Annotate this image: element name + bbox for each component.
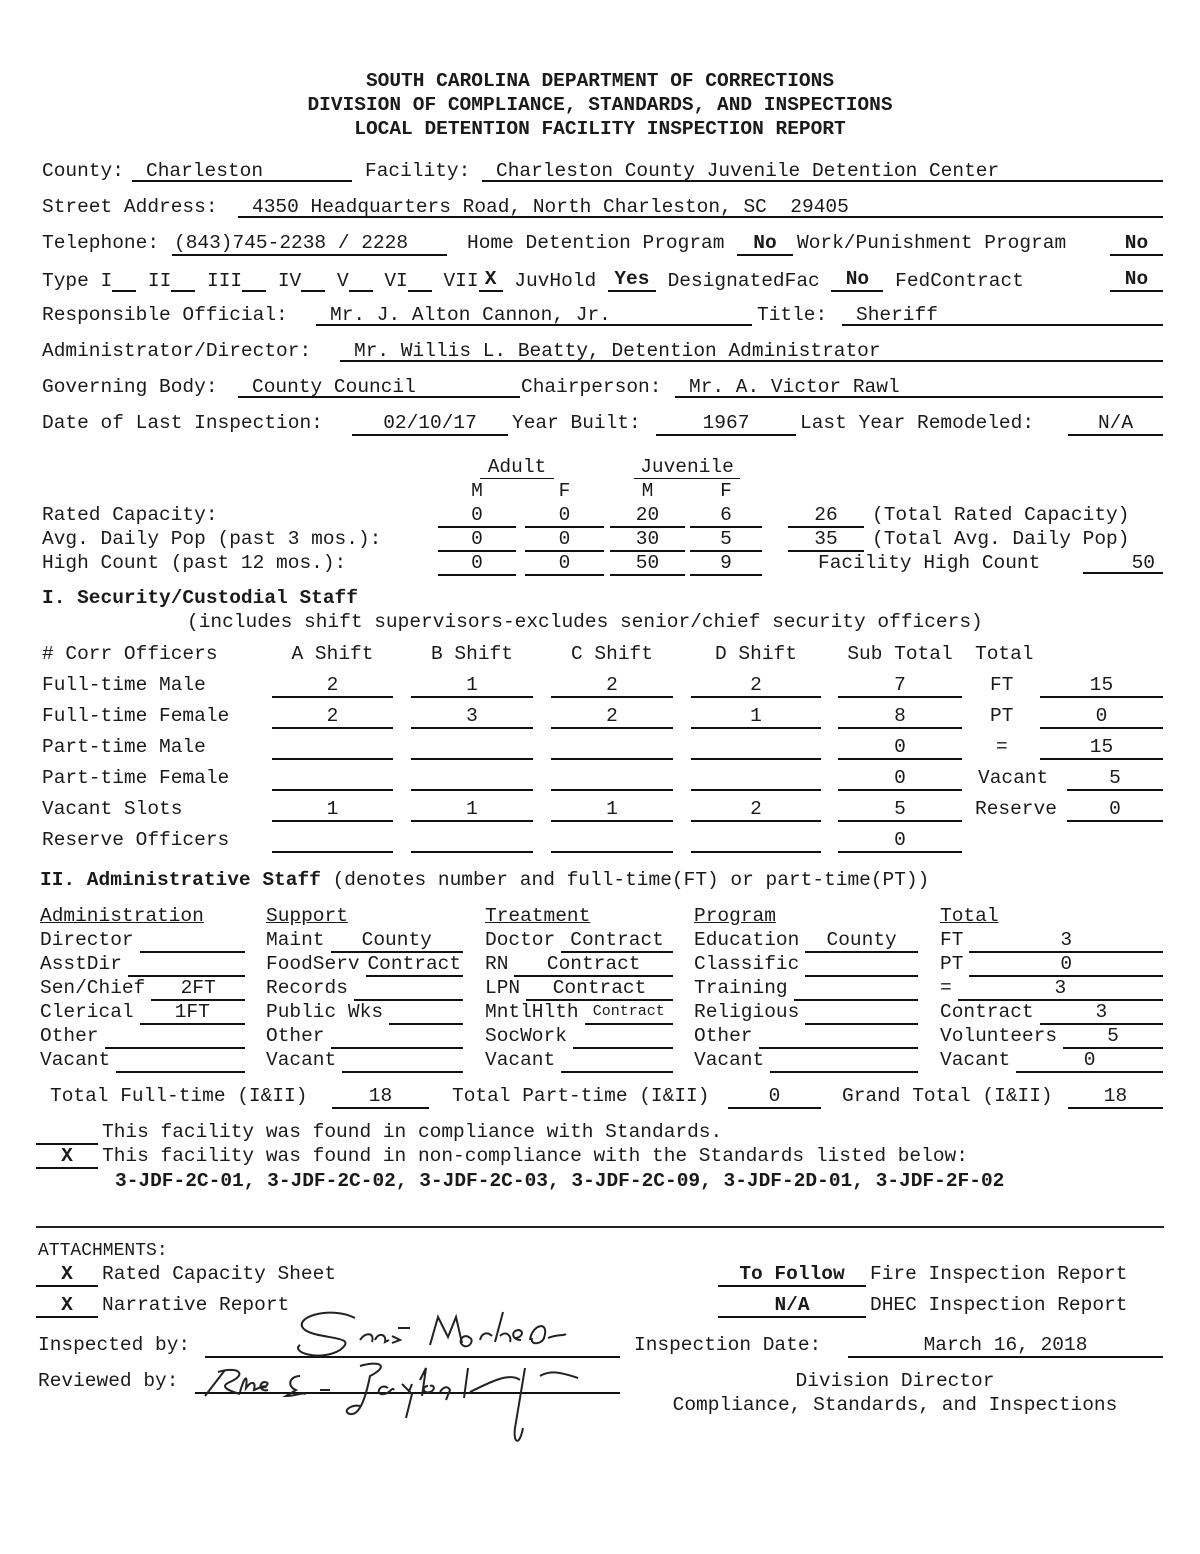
- adult-male-header: M: [471, 480, 483, 502]
- rated-capacity-sheet-label: Rated Capacity Sheet: [102, 1263, 337, 1285]
- adp-juv-m: 30: [610, 528, 685, 552]
- admin-item-label: Classific: [694, 953, 800, 975]
- staff-row-label: Full-time Male: [42, 674, 206, 696]
- fedcontract-value: No: [1110, 268, 1163, 292]
- telephone-value: (843)745-2238 / 2228: [172, 232, 447, 256]
- rated-total: 26: [788, 504, 864, 528]
- col-c-shift: C Shift: [571, 643, 653, 665]
- total-value: 0: [1040, 705, 1163, 729]
- compliant-text: This facility was found in compliance with Standards.: [102, 1121, 723, 1143]
- juvhold-value: Yes: [608, 268, 656, 292]
- total-value: 5: [1067, 767, 1163, 791]
- total-value: 15: [1040, 674, 1163, 698]
- county-label: County:: [42, 160, 124, 182]
- admin-item-label: AsstDir: [40, 953, 122, 975]
- shift-count-cell: 2: [691, 798, 821, 822]
- staff-row-label: Vacant Slots: [42, 798, 183, 820]
- total-label: Vacant: [978, 767, 1049, 789]
- work-punishment-label: Work/Punishment Program: [797, 232, 1067, 254]
- admin-item-value: 3: [958, 977, 1163, 1001]
- last-inspection-value: 02/10/17: [352, 412, 508, 436]
- shift-count-cell: 3: [411, 705, 533, 729]
- grand-total-label: Grand Total (I&II): [842, 1085, 1053, 1107]
- admin-item-label: LPN: [485, 977, 521, 999]
- admin-item-value: 0: [969, 953, 1163, 977]
- governing-value: County Council: [238, 376, 520, 398]
- facility-high-count: 50: [1083, 552, 1163, 574]
- adult-female-header: F: [558, 480, 571, 502]
- year-built-label: Year Built:: [512, 412, 641, 434]
- shift-count-cell: 2: [272, 705, 393, 729]
- col-a-shift: A Shift: [291, 643, 374, 665]
- type-v: V: [336, 270, 349, 292]
- admin-item-value: Contract: [526, 977, 673, 1001]
- admin-heading-note: (denotes number and full-time(FT) or part-time(PT)): [332, 869, 930, 891]
- dhec-report-status: N/A: [718, 1294, 866, 1318]
- shift-count-cell: 2: [551, 674, 673, 698]
- col-b-shift: B Shift: [431, 643, 513, 665]
- division-director-title: Division Director: [795, 1370, 995, 1392]
- fedcontract-label: FedContract: [895, 270, 1024, 292]
- subtotal-cell: 0: [838, 736, 962, 760]
- report-header-line3: LOCAL DETENTION FACILITY INSPECTION REPORT: [354, 118, 846, 140]
- total-label: FT: [990, 674, 1014, 696]
- type-vii-mark: X: [479, 268, 503, 292]
- subtotal-cell: 5: [838, 798, 962, 822]
- staff-row-label: Full-time Female: [42, 705, 230, 727]
- subtotal-cell: 0: [838, 767, 962, 791]
- total-label: =: [996, 736, 1008, 758]
- admin-item-value: County: [331, 929, 464, 953]
- type-iii: III: [207, 270, 243, 292]
- fire-report-label: Fire Inspection Report: [870, 1263, 1128, 1285]
- grand-total-value: 18: [1068, 1085, 1163, 1109]
- high-juv-f: 9: [690, 552, 762, 576]
- narrative-report-check[interactable]: X: [36, 1294, 98, 1318]
- rated-adult-f: 0: [525, 504, 604, 528]
- shift-count-cell: 1: [691, 705, 821, 729]
- title-value: Sheriff: [842, 304, 1163, 326]
- year-built-value: 1967: [656, 412, 796, 436]
- admin-item-value: 5: [1063, 1025, 1163, 1049]
- title-label: Title:: [757, 304, 828, 326]
- juvenile-male-header: M: [641, 480, 654, 502]
- admin-item-value: Contract: [514, 953, 673, 977]
- last-inspection-label: Date of Last Inspection:: [42, 412, 323, 434]
- high-juv-m: 50: [610, 552, 685, 576]
- admin-item-label: Clerical: [40, 1001, 134, 1023]
- address-label: Street Address:: [42, 196, 218, 218]
- admin-item-value: 3: [969, 929, 1163, 953]
- shift-count-cell: 1: [551, 798, 673, 822]
- admin-column-heading: Support: [266, 905, 348, 927]
- admin-column-heading: Treatment: [485, 905, 591, 927]
- admin-item-value: Contract: [585, 1001, 673, 1025]
- high-adult-m: 0: [438, 552, 516, 576]
- shift-count-cell: 1: [272, 798, 393, 822]
- subtotal-cell: 8: [838, 705, 962, 729]
- remodeled-label: Last Year Remodeled:: [800, 412, 1035, 434]
- total-value: 15: [1040, 736, 1163, 760]
- inspector-signature: [298, 1312, 566, 1356]
- admin-item-label: Education: [694, 929, 800, 951]
- noncompliant-checkbox[interactable]: X: [36, 1145, 98, 1169]
- facility-label: Facility:: [365, 160, 471, 182]
- staff-row-label: Reserve Officers: [42, 829, 230, 851]
- noncompliant-text: This facility was found in non-compliance with the Standards listed below:: [102, 1145, 968, 1167]
- home-detention-value: No: [737, 232, 793, 256]
- admin-item-label: Vacant: [694, 1049, 765, 1071]
- admin-item-value: County: [805, 929, 918, 953]
- admin-item-label: Vacant: [485, 1049, 556, 1071]
- admin-item-label: FT: [940, 929, 964, 951]
- administrator-label: Administrator/Director:: [42, 340, 312, 362]
- shift-count-cell: 1: [411, 798, 533, 822]
- admin-item-label: Doctor: [485, 929, 556, 951]
- shift-count-cell: 1: [411, 674, 533, 698]
- report-header-line2: DIVISION OF COMPLIANCE, STANDARDS, AND INSPECTIONS: [307, 94, 893, 116]
- facility-high-count-label: Facility High Count: [818, 552, 1041, 574]
- designated-value: No: [831, 268, 883, 292]
- admin-item-label: Other: [694, 1025, 753, 1047]
- adp-total-label: (Total Avg. Daily Pop): [872, 528, 1130, 550]
- total-label: Reserve: [975, 798, 1057, 820]
- shift-count-cell: 2: [272, 674, 393, 698]
- total-label: PT: [990, 705, 1014, 727]
- governing-label: Governing Body:: [42, 376, 218, 398]
- admin-item-label: RN: [485, 953, 509, 975]
- admin-item-label: Maint: [266, 929, 325, 951]
- type-iv: IV: [277, 270, 302, 292]
- col-total: Total: [975, 643, 1034, 665]
- inspection-date-value: March 16, 2018: [848, 1334, 1163, 1358]
- facility-value: Charleston County Juvenile Detention Center: [482, 160, 1163, 182]
- admin-column-heading: Administration: [40, 905, 204, 927]
- reviewed-by-label: Reviewed by:: [38, 1370, 179, 1392]
- admin-item-label: FoodServ: [266, 953, 360, 975]
- admin-item-label: Records: [266, 977, 348, 999]
- type-ii: II: [147, 270, 172, 292]
- total-ft-label: Total Full-time (I&II): [50, 1085, 308, 1107]
- inspection-date-label: Inspection Date:: [634, 1334, 822, 1356]
- juvhold-label: JuvHold: [514, 270, 597, 292]
- admin-item-label: Contract: [940, 1001, 1034, 1023]
- county-value: Charleston: [132, 160, 352, 182]
- subtotal-cell: 7: [838, 674, 962, 698]
- report-header-line1: SOUTH CAROLINA DEPARTMENT OF CORRECTIONS: [365, 70, 835, 92]
- shift-count-cell: 2: [691, 674, 821, 698]
- rated-capacity-sheet-check[interactable]: X: [36, 1263, 98, 1287]
- official-label: Responsible Official:: [42, 304, 288, 326]
- inspected-by-label: Inspected by:: [38, 1334, 191, 1356]
- work-punishment-value: No: [1110, 232, 1163, 256]
- staff-row-label: Part-time Female: [42, 767, 230, 789]
- admin-item-label: Religious: [694, 1001, 800, 1023]
- rated-juv-f: 6: [690, 504, 762, 528]
- type-vii: VII: [443, 270, 479, 292]
- attachments-heading: ATTACHMENTS:: [38, 1241, 168, 1261]
- rated-total-label: (Total Rated Capacity): [872, 504, 1130, 526]
- admin-item-label: MntlHlth: [485, 1001, 579, 1023]
- admin-item-label: SocWork: [485, 1025, 567, 1047]
- home-detention-label: Home Detention Program: [467, 232, 725, 254]
- admin-item-label: Public Wks: [266, 1001, 384, 1023]
- chair-label: Chairperson:: [521, 376, 662, 398]
- division-director-office: Compliance, Standards, and Inspections: [672, 1394, 1118, 1416]
- admin-item-label: Vacant: [940, 1049, 1011, 1071]
- admin-item-label: Director: [40, 929, 134, 951]
- admin-item-label: Sen/Chief: [40, 977, 146, 999]
- staff-row-label: Part-time Male: [42, 736, 206, 758]
- admin-item-value: Contract: [367, 953, 462, 975]
- narrative-report-label: Narrative Report: [102, 1294, 290, 1316]
- official-value: Mr. J. Alton Cannon, Jr.: [316, 304, 752, 326]
- designated-label: DesignatedFac: [667, 270, 820, 292]
- type-i: I: [100, 270, 113, 292]
- security-subheading: (includes shift supervisors-excludes senior/chief security officers): [187, 611, 983, 633]
- col-d-shift: D Shift: [715, 643, 797, 665]
- admin-item-label: Vacant: [266, 1049, 337, 1071]
- adp-juv-f: 5: [690, 528, 762, 552]
- admin-item-label: PT: [940, 953, 964, 975]
- reviewer-signature: [205, 1364, 578, 1441]
- chair-value: Mr. A. Victor Rawl: [675, 376, 1163, 398]
- dhec-report-label: DHEC Inspection Report: [870, 1294, 1128, 1316]
- adult-header: Adult: [480, 456, 554, 479]
- admin-item-label: Other: [40, 1025, 99, 1047]
- total-pt-label: Total Part-time (I&II): [452, 1085, 710, 1107]
- adp-adult-m: 0: [438, 528, 516, 552]
- avg-daily-pop-label: Avg. Daily Pop (past 3 mos.):: [42, 528, 382, 550]
- rated-capacity-label: Rated Capacity:: [42, 504, 218, 526]
- administrator-value: Mr. Willis L. Beatty, Detention Administrator: [340, 340, 1163, 362]
- shift-count-cell: 2: [551, 705, 673, 729]
- admin-item-label: Volunteers: [940, 1025, 1058, 1047]
- security-heading: I. Security/Custodial Staff: [42, 587, 358, 609]
- rated-adult-m: 0: [438, 504, 516, 528]
- admin-item-label: Other: [266, 1025, 325, 1047]
- admin-item-value: 0: [1016, 1049, 1163, 1073]
- col-corr-officers: # Corr Officers: [42, 643, 218, 665]
- admin-item-value: 2FT: [151, 977, 245, 1001]
- admin-item-label: =: [940, 977, 952, 999]
- rated-juv-m: 20: [610, 504, 685, 528]
- juvenile-header: Juvenile: [634, 456, 740, 479]
- col-sub-total: Sub Total: [847, 643, 953, 665]
- high-adult-f: 0: [525, 552, 604, 576]
- admin-item-value: Contract: [561, 929, 673, 953]
- type-vi: VI: [384, 270, 408, 292]
- admin-item-label: Vacant: [40, 1049, 111, 1071]
- subtotal-cell: 0: [838, 829, 962, 853]
- admin-column-heading: Total: [940, 905, 999, 927]
- admin-item-value: 1FT: [140, 1001, 245, 1025]
- standards-list: 3-JDF-2C-01, 3-JDF-2C-02, 3-JDF-2C-03, 3-JDF-2C-09, 3-JDF-2D-01, 3-JDF-2F-02: [115, 1170, 1005, 1192]
- total-ft-value: 18: [332, 1085, 429, 1109]
- address-value: 4350 Headquarters Road, North Charleston, SC 29405: [238, 196, 1163, 218]
- admin-item-value: 3: [1040, 1001, 1163, 1025]
- high-count-label: High Count (past 12 mos.):: [42, 552, 347, 574]
- adp-total: 35: [788, 528, 864, 552]
- adp-adult-f: 0: [525, 528, 604, 552]
- admin-column-heading: Program: [694, 905, 776, 927]
- juvenile-female-header: F: [720, 480, 732, 502]
- total-pt-value: 0: [728, 1085, 821, 1109]
- telephone-label: Telephone:: [42, 232, 160, 254]
- total-value: 0: [1067, 798, 1163, 822]
- admin-heading-bold: II. Administrative Staff: [40, 869, 321, 891]
- type-label: Type: [42, 270, 89, 292]
- fire-report-status: To Follow: [718, 1263, 866, 1287]
- remodeled-value: N/A: [1068, 412, 1163, 436]
- admin-item-label: Training: [694, 977, 788, 999]
